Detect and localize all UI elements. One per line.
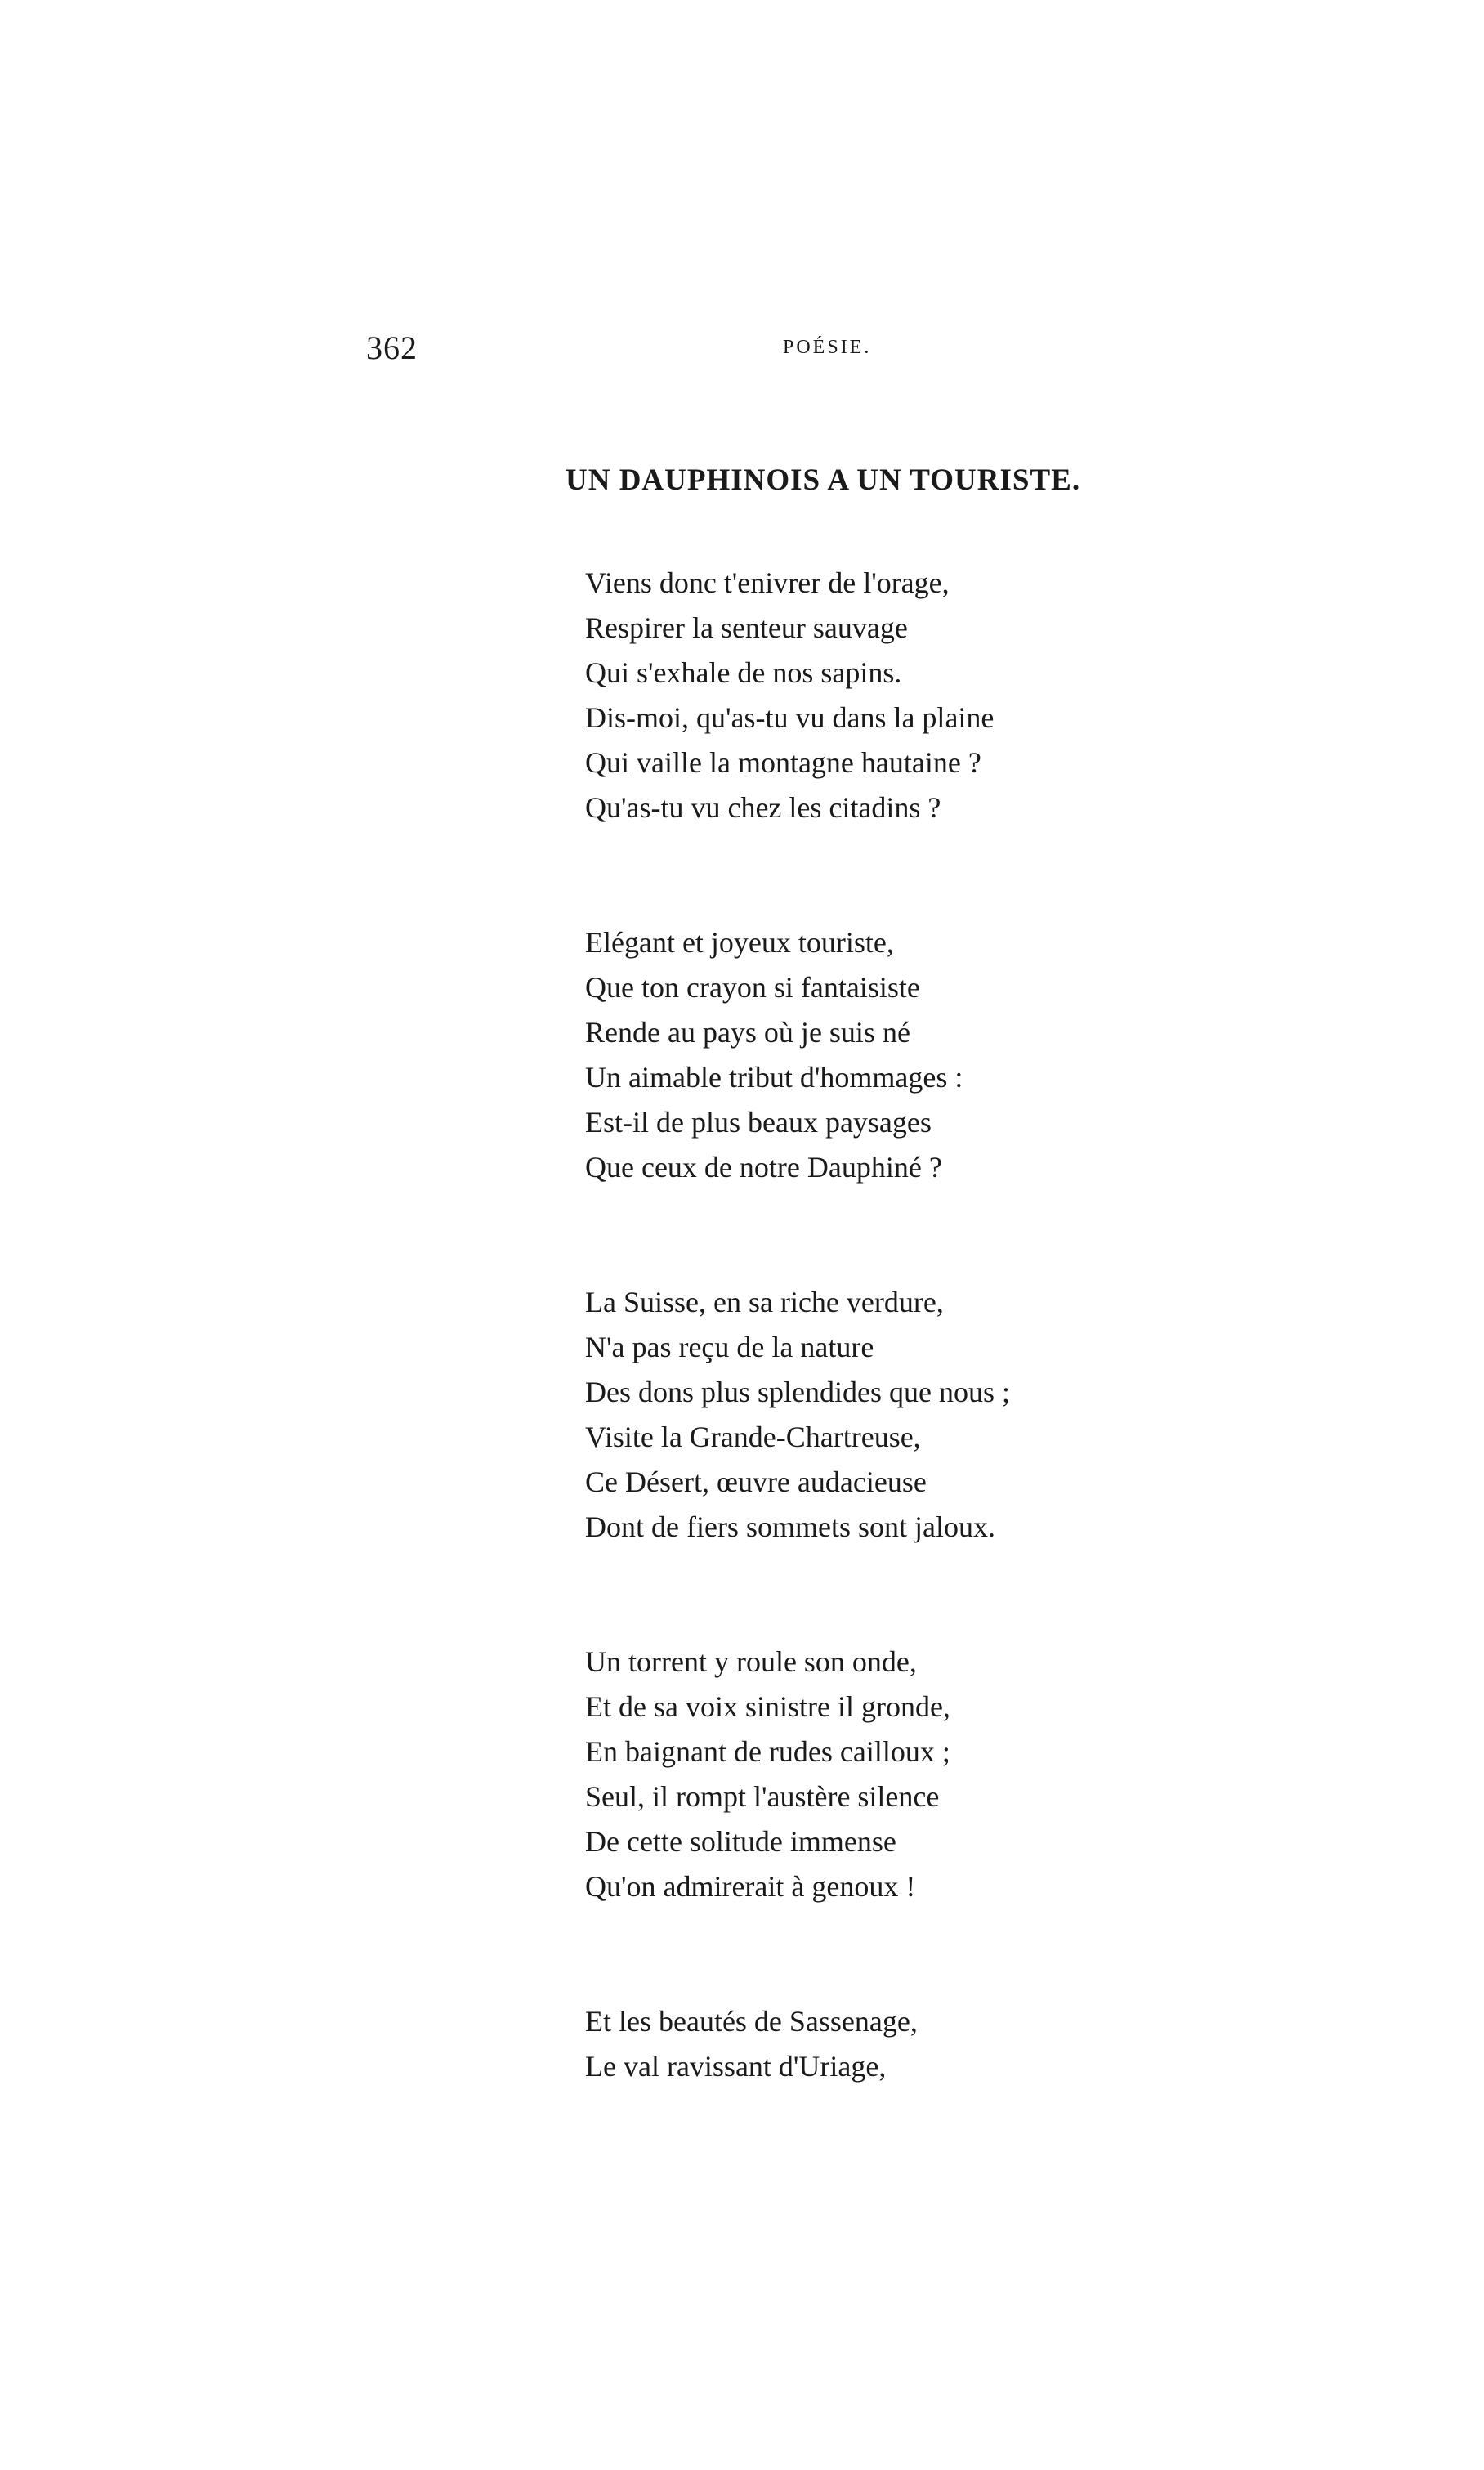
stanza-1 bbox=[585, 561, 1141, 830]
verse-line: La Suisse, en sa riche verdure, bbox=[585, 1286, 944, 1318]
verse-line: Ce Désert, œuvre audacieuse bbox=[585, 1465, 927, 1498]
verse-line: Rende au pays où je suis né bbox=[585, 1016, 910, 1049]
verse-line: Qu'as-tu vu chez les citadins ? bbox=[585, 791, 941, 824]
page-number: 362 bbox=[366, 329, 418, 366]
verse-line: Viens donc t'enivrer de l'orage, bbox=[585, 566, 950, 599]
poem-body bbox=[585, 561, 1141, 2179]
verse-line: N'a pas reçu de la nature bbox=[585, 1331, 874, 1363]
verse-line: Le val ravissant d'Uriage, bbox=[585, 2050, 887, 2083]
verse-line: Et les beautés de Sassenage, bbox=[585, 2005, 918, 2038]
verse-line: Un aimable tribut d'hommages : bbox=[585, 1061, 963, 1094]
stanza-3 bbox=[585, 1280, 1141, 1550]
verse-line: Qui vaille la montagne hautaine ? bbox=[585, 746, 981, 779]
verse-line: Et de sa voix sinistre il gronde, bbox=[585, 1690, 950, 1723]
verse-line: Des dons plus splendides que nous ; bbox=[585, 1376, 1010, 1408]
verse-line: Que ton crayon si fantaisiste bbox=[585, 971, 920, 1004]
stanza-2 bbox=[585, 920, 1141, 1190]
stanza-5 bbox=[585, 1999, 1141, 2089]
verse-line: De cette solitude immense bbox=[585, 1825, 896, 1858]
stanza-4 bbox=[585, 1640, 1141, 1909]
verse-line: En baignant de rudes cailloux ; bbox=[585, 1735, 950, 1768]
verse-line: Dis-moi, qu'as-tu vu dans la plaine bbox=[585, 701, 995, 734]
poem-title: UN DAUPHINOIS A UN TOURISTE. bbox=[565, 463, 1081, 497]
verse-line: Un torrent y roule son onde, bbox=[585, 1645, 917, 1678]
running-head: POÉSIE. bbox=[783, 337, 872, 358]
verse-line: Respirer la senteur sauvage bbox=[585, 611, 908, 644]
verse-line: Visite la Grande-Chartreuse, bbox=[585, 1421, 921, 1453]
verse-line: Qui s'exhale de nos sapins. bbox=[585, 656, 902, 689]
verse-line: Elégant et joyeux touriste, bbox=[585, 926, 894, 959]
verse-line: Seul, il rompt l'austère silence bbox=[585, 1780, 940, 1813]
verse-line: Qu'on admirerait à genoux ! bbox=[585, 1870, 916, 1903]
verse-line: Est-il de plus beaux paysages bbox=[585, 1106, 932, 1139]
verse-line: Que ceux de notre Dauphiné ? bbox=[585, 1151, 942, 1184]
verse-line: Dont de fiers sommets sont jaloux. bbox=[585, 1510, 995, 1543]
